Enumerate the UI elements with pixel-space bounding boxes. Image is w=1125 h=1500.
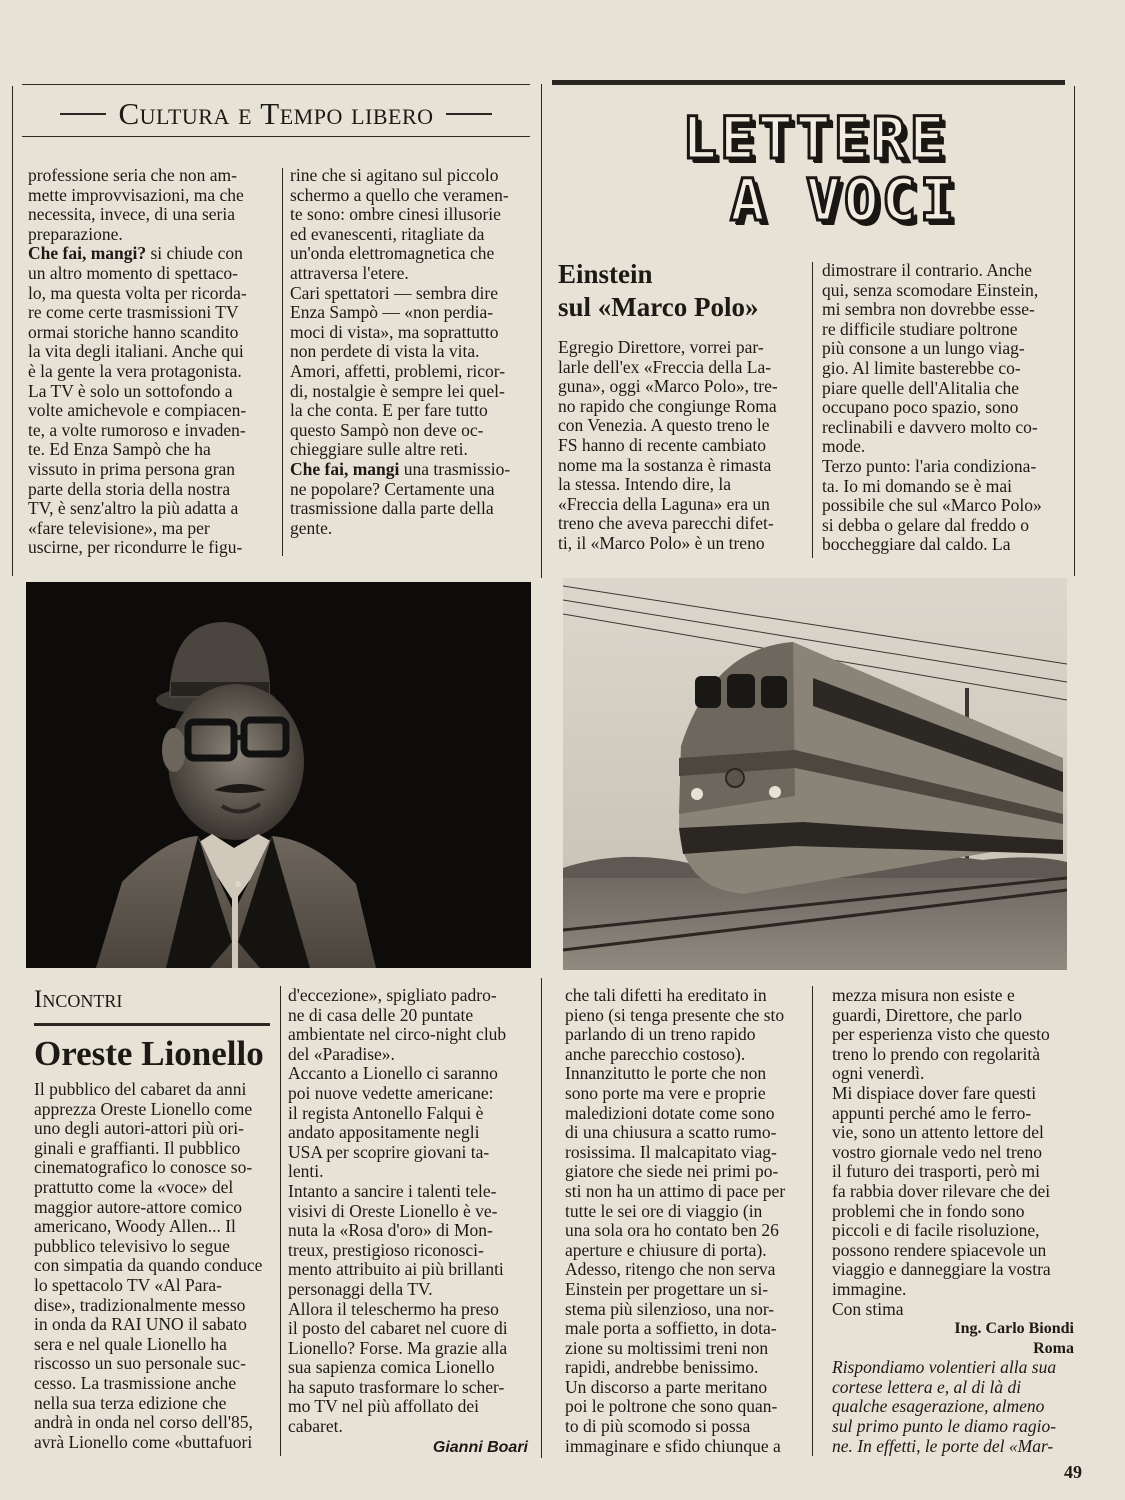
text-line: re difficile studiare poltrone <box>822 318 1018 339</box>
text-line: vie, sono un attento lettore del <box>832 1122 1044 1143</box>
text-line: Amori, affetti, problemi, ricor- <box>290 360 506 381</box>
letter-headline <box>558 258 808 324</box>
text-line: schermo a quello che veramen- <box>290 184 509 205</box>
text-line: «Freccia della Laguna» era un <box>558 493 770 514</box>
text-line: maggior autore-attore comico <box>34 1196 242 1217</box>
text-line: ne popolare? Certamente una <box>290 478 495 499</box>
text-line: Cari spettatori — sembra dire <box>290 282 498 303</box>
headline-line-1: Einstein <box>558 259 653 289</box>
text-line: uscirne, per ricondurre le figu- <box>28 537 243 558</box>
text-line: sono porte ma vere e proprie <box>565 1082 766 1103</box>
text-line: zione su moltissimi treni non <box>565 1337 769 1358</box>
header-dash-left <box>60 113 106 115</box>
text-line: parlando di un treno rapido <box>565 1024 756 1045</box>
text-line: Allora il teleschermo ha preso <box>288 1298 499 1319</box>
text-line: USA per scoprire giovani ta- <box>288 1141 490 1162</box>
text-line: sti non ha un attimo di pace per <box>565 1180 786 1201</box>
text-line: poi le poltrone che sono quan- <box>565 1396 778 1417</box>
text-line: Con stima <box>832 1298 904 1319</box>
text-line: Terzo punto: l'aria condiziona- <box>822 455 1037 476</box>
text-line: piare quelle dell'Alitalia che <box>822 377 1020 398</box>
text-line: rosissima. Il malcapitato viag- <box>565 1141 777 1162</box>
logo-line-1: LETTERE <box>682 104 948 172</box>
text-line: la stessa. Intendo dire, la <box>558 474 732 495</box>
text-line: sua sapienza comica Lionello <box>288 1357 495 1378</box>
text-line: moci di vista», ma soprattutto <box>290 321 499 342</box>
kicker-initial: I <box>34 986 43 1013</box>
text-line: re come certe trasmissioni TV <box>28 302 239 323</box>
text-line: reclinabili e davvero molto co- <box>822 416 1038 437</box>
text-line: guna», oggi «Marco Polo», tre- <box>558 376 778 397</box>
text-line: vostro giornale vedo nel treno <box>832 1141 1042 1162</box>
page-number: 49 <box>1064 1462 1082 1482</box>
text-line: nella sua terza edizione che <box>34 1392 227 1413</box>
text-line: si debba o gelare dal freddo o <box>822 514 1030 535</box>
text-line: nome ma la sostanza è rimasta <box>558 454 772 475</box>
incontri-col-1 <box>34 1080 270 1452</box>
text-line: gio. Al limite basterebbe co- <box>822 357 1021 378</box>
letter-bottom-divider-2 <box>812 986 813 1456</box>
text-line: possibile che sul «Marco Polo» <box>822 495 1042 516</box>
text-line: con Venezia. A questo treno le <box>558 415 770 436</box>
text-run: una trasmissio- <box>403 458 511 479</box>
text-line: andato appositamente negli <box>288 1122 480 1143</box>
text-line: FS hanno di recente cambiato <box>558 434 766 455</box>
headline-line-2: sul «Marco Polo» <box>558 292 759 322</box>
text-line: andrà in onda nel corso dell'85, <box>34 1412 253 1433</box>
letter-col-b <box>822 261 1064 555</box>
text-line: guardi, Direttore, che parlo <box>832 1004 1022 1025</box>
text-line: fa rabbia dover rilevare che dei <box>832 1180 1051 1201</box>
text-line: Egregio Direttore, vorrei par- <box>558 337 764 357</box>
text-run: si chiude con <box>150 243 243 264</box>
article-col-2 <box>290 166 528 538</box>
text-line: personaggi della TV. <box>288 1278 433 1299</box>
reply-line: sul primo punto le diamo ragio- <box>832 1416 1057 1437</box>
text-line: Einstein per progettare un si- <box>565 1278 769 1299</box>
text-line: male porta a soffietto, in dota- <box>565 1318 777 1339</box>
text-line: la vita degli italiani. Anche qui <box>28 341 244 362</box>
text-line: cesso. La trasmissione anche <box>34 1372 237 1393</box>
text-line: mode. <box>822 436 866 457</box>
text-line: prattutto come la «voce» del <box>34 1176 234 1197</box>
right-margin-rule <box>1074 86 1075 576</box>
text-line: maledizioni dotate come sono <box>565 1102 775 1123</box>
text-line: ta. Io mi domando se è mai <box>822 475 1013 496</box>
text-line: mi sembra non dovrebbe esse- <box>822 299 1035 320</box>
bold-lead: Che fai, mangi <box>290 458 400 479</box>
text-line: la che conta. E per fare tutto <box>290 400 488 421</box>
text-line: parte della storia della nostra <box>28 478 231 499</box>
text-line: piccoli e di facile risoluzione, <box>832 1220 1040 1241</box>
text-line: il regista Antonello Falqui è <box>288 1102 484 1123</box>
text-line: viaggio e danneggiare la vostra <box>832 1259 1051 1280</box>
lettere-a-voci-logo <box>552 96 1068 244</box>
text-line: mette improvvisazioni, ma che <box>28 184 244 205</box>
text-line: mento attribuito ai più brillanti <box>288 1259 504 1280</box>
text-line: stema più silenzioso, una nor- <box>565 1298 775 1319</box>
text-line: un'onda elettromagnetica che <box>290 243 495 264</box>
reply-line: cortese lettera e, al di là di <box>832 1376 1022 1397</box>
portrait-illustration <box>26 582 531 968</box>
text-line: sera e nel quale Lionello ha <box>34 1333 227 1354</box>
text-line: attraversa l'etere. <box>290 262 409 283</box>
letter-bottom-divider-1 <box>541 978 542 1458</box>
text-line: uno degli autori-attori più ori- <box>34 1118 244 1139</box>
text-line: visivi di Oreste Lionello è ve- <box>288 1200 498 1221</box>
text-line: trasmissione dalla parte della <box>290 498 494 519</box>
letter-col-a <box>558 338 802 554</box>
text-line: ha saputo trasformare lo scher- <box>288 1376 505 1397</box>
text-line: lo, ma questa volta per ricorda- <box>28 282 247 303</box>
text-line: necessita, invece, di una seria <box>28 204 235 225</box>
text-line: ogni venerdì. <box>832 1063 925 1084</box>
text-line: boccheggiare dal caldo. La <box>822 534 1011 555</box>
text-line: to di più scomodo si possa <box>565 1416 751 1437</box>
text-line: ne di casa delle 20 puntate <box>288 1004 474 1025</box>
text-line: appunti perché amo le ferro- <box>832 1102 1032 1123</box>
reply-line: Rispondiamo volentieri alla sua <box>832 1357 1057 1378</box>
text-line: che tali difetti ha ereditato in <box>565 985 767 1005</box>
text-line: mo TV nel più affollato dei <box>288 1396 480 1417</box>
kicker-word: ncontri <box>42 986 123 1013</box>
text-line: avrà Lionello come «buttafuori <box>34 1431 253 1452</box>
text-line: rine che si agitano sul piccolo <box>290 165 499 185</box>
section-word-2: empo libero <box>279 96 434 131</box>
text-line: professione seria che non am- <box>28 165 237 185</box>
text-line: mezza misura non esiste e <box>832 985 1015 1005</box>
text-line: poi nuove vedette americane: <box>288 1082 494 1103</box>
text-line: americano, Woody Allen... Il <box>34 1216 236 1237</box>
text-line: immaginare e sfido chiunque a <box>565 1435 781 1456</box>
text-line: Un discorso a parte meritano <box>565 1376 768 1397</box>
text-line: il posto del cabaret nel cuore di <box>288 1318 508 1339</box>
author-signature: Gianni Boari <box>432 1438 528 1456</box>
text-line: di una chiusura a scatto rumo- <box>565 1122 777 1143</box>
text-line: il futuro dei trasporti, però mi <box>832 1161 1041 1182</box>
text-line: treux, prestigioso riconosci- <box>288 1239 484 1260</box>
text-line: gente. <box>290 517 333 538</box>
text-line: giatore che siede nei primi po- <box>565 1161 779 1182</box>
incontri-rule <box>34 1023 270 1026</box>
text-line: lenti. <box>288 1161 324 1182</box>
text-line: treno che aveva parecchi difet- <box>558 513 774 534</box>
text-line: pieno (si tenga presente che sto <box>565 1004 785 1025</box>
text-line: Lionello? Forse. Ma grazie alla <box>288 1337 508 1358</box>
text-line: pubblico televisivo lo segue <box>34 1235 230 1256</box>
train-photo <box>563 578 1067 970</box>
text-line: Intanto a sancire i talenti tele- <box>288 1180 497 1201</box>
text-line: del «Paradise». <box>288 1043 395 1064</box>
text-line: riscosso un suo personale suc- <box>34 1353 246 1374</box>
text-line <box>28 244 266 264</box>
text-line: vissuto in prima persona gran <box>28 458 236 479</box>
text-line: lo spettacolo TV «Al Para- <box>34 1274 222 1295</box>
text-line: con simpatia da quando conduce <box>34 1255 263 1276</box>
text-line: ti, il «Marco Polo» è un treno <box>558 532 765 553</box>
text-line: ambientate nel circo-night club <box>288 1024 507 1045</box>
text-line: treno lo prendo con regolarità <box>832 1043 1040 1064</box>
article-col-1 <box>28 166 266 558</box>
bold-lead: Che fai, mangi? <box>28 243 147 264</box>
center-divider <box>541 84 542 578</box>
logo-line-2: A VOCI <box>730 166 958 234</box>
text-line: più consone a un lungo viag- <box>822 338 1025 359</box>
text-line: ed evanescenti, ritagliate da <box>290 223 485 244</box>
text-line: tutte le sei ore di viaggio (in <box>565 1200 763 1221</box>
left-margin-rule <box>12 86 13 576</box>
top-rule-right <box>552 80 1065 85</box>
section-title <box>118 96 433 132</box>
text-line: non perdete di vista la vita. <box>290 341 480 362</box>
text-line: chieggiare sulle altre reti. <box>290 439 468 460</box>
text-line: Accanto a Lionello ci saranno <box>288 1063 498 1084</box>
text-line: di, nostalgie è sempre lei quel- <box>290 380 505 401</box>
section-initial-1: C <box>118 96 140 131</box>
text-line: per esperienza visto che questo <box>832 1024 1050 1045</box>
section-initial-2: T <box>260 96 280 131</box>
text-line: preparazione. <box>28 223 123 244</box>
text-line: Il pubblico del cabaret da anni <box>34 1079 247 1099</box>
text-line: cinematografico lo conosce so- <box>34 1157 253 1178</box>
incontri-kicker <box>34 986 122 1014</box>
letter-col-c <box>565 986 805 1456</box>
text-line: «fare televisione», ma per <box>28 517 210 538</box>
text-line: Innanzitutto le porte che non <box>565 1063 767 1084</box>
author-line <box>288 1437 528 1458</box>
text-line: è la gente la vera protagonista. <box>28 360 242 381</box>
text-line: ginali e graffianti. Il pubblico <box>34 1137 241 1158</box>
text-line: d'eccezione», spigliato padro- <box>288 985 497 1005</box>
section-header <box>22 92 530 136</box>
text-line: in onda da RAI UNO il sabato <box>34 1314 247 1335</box>
text-line: Enza Sampò — «non perdia- <box>290 302 494 323</box>
incontri-col-2 <box>288 986 528 1457</box>
text-line: un altro momento di spettaco- <box>28 262 238 283</box>
section-word-1: ultura e <box>139 96 261 131</box>
text-line: rapidi, andrebbe benissimo. <box>565 1357 759 1378</box>
text-line: dise», tradizionalmente messo <box>34 1294 246 1315</box>
text-line: Mi dispiace dover fare questi <box>832 1082 1037 1103</box>
incontri-col-divider <box>280 986 281 1456</box>
text-line: dimostrare il contrario. Anche <box>822 260 1032 280</box>
text-line: una sola ora ho contato ben 26 <box>565 1220 779 1241</box>
col-divider-left <box>282 168 283 556</box>
text-line: nuta la «Rosa d'oro» di Mon- <box>288 1220 493 1241</box>
top-rule-left <box>22 84 530 85</box>
reply-line: qualche esagerazione, almeno <box>832 1396 1045 1417</box>
text-line <box>290 460 528 480</box>
text-line: occupano poco spazio, sono <box>822 397 1019 418</box>
text-line: ormai storiche hanno scandito <box>28 321 239 342</box>
lionello-title: Oreste Lionello <box>34 1034 264 1073</box>
text-line: larle dell'ex «Freccia della La- <box>558 356 772 377</box>
section-underline <box>22 136 530 137</box>
text-line: possono rendere spiacevole un <box>832 1239 1047 1260</box>
text-line: te, a volte rumoroso e invaden- <box>28 419 246 440</box>
text-line: cabaret. <box>288 1416 343 1437</box>
text-line: problemi che in fondo sono <box>832 1200 1025 1221</box>
header-dash-right <box>446 113 492 115</box>
lionello-photo <box>26 582 531 968</box>
signature-city: Roma <box>1033 1339 1074 1357</box>
text-line: Adesso, ritengo che non serva <box>565 1259 776 1280</box>
text-line: aperture e chiusure di porta). <box>565 1239 767 1260</box>
text-line: La TV è solo un sottofondo a <box>28 380 233 401</box>
text-line: TV, è senz'altro la più adatta a <box>28 498 239 519</box>
signature-name: Ing. Carlo Biondi <box>954 1320 1074 1338</box>
text-line: anche parecchio costoso). <box>565 1043 746 1064</box>
text-line: immagine. <box>832 1278 907 1299</box>
text-line: apprezza Oreste Lionello come <box>34 1098 253 1119</box>
text-line: te sono: ombre cinesi illusorie <box>290 204 501 225</box>
col-divider-right <box>812 262 813 558</box>
text-line: no rapido che congiunge Roma <box>558 395 777 416</box>
train-illustration <box>563 578 1067 970</box>
text-line: qui, senza scomodare Einstein, <box>822 279 1039 300</box>
reply-line: ne. In effetti, le porte del «Mar- <box>832 1435 1054 1456</box>
text-line: te. Ed Enza Sampò che ha <box>28 439 211 460</box>
text-line: volte amichevole e compiacen- <box>28 400 247 421</box>
text-line: questo Sampò non deve oc- <box>290 419 484 440</box>
letter-col-d <box>832 986 1074 1456</box>
